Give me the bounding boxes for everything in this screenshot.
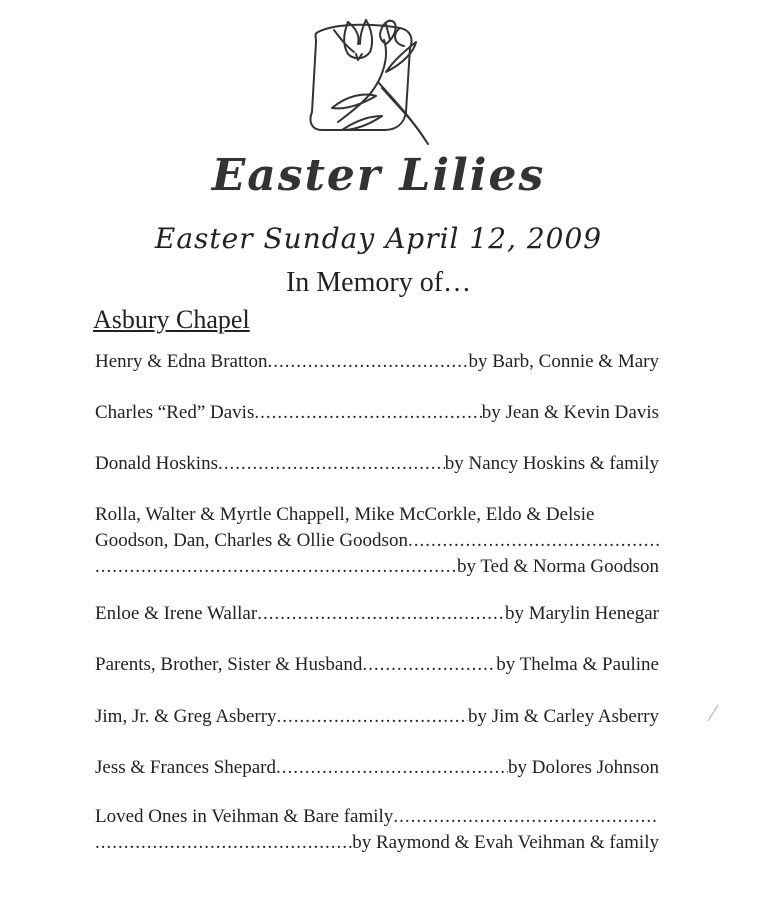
entry-donor: by Jim & Carley Asberry (467, 706, 659, 727)
entry-donor: by Nancy Hoskins & family (444, 453, 659, 474)
memorial-entry (95, 755, 659, 781)
entry-honoree: Jim, Jr. & Greg Asberry (95, 706, 277, 727)
leader-dots (408, 528, 659, 554)
memorial-entry (95, 704, 659, 730)
leader-dots (277, 704, 468, 730)
event-date: Easter Sunday April 12, 2009 (154, 222, 603, 255)
memorial-entry (95, 349, 659, 375)
leader-dots (276, 755, 508, 781)
leader-dots (95, 830, 352, 856)
entry-donor: by Jean & Kevin Davis (481, 402, 659, 423)
leader-dots (393, 804, 659, 830)
entry-honoree: Charles “Red” Davis (95, 402, 255, 423)
entry-donor: by Barb, Connie & Mary (468, 351, 659, 372)
entry-donor: by Marylin Henegar (504, 603, 659, 624)
entry-donor: by Ted & Norma Goodson (456, 556, 659, 577)
stray-mark (706, 703, 720, 723)
entry-honoree: Parents, Brother, Sister & Husband (95, 654, 363, 675)
memorial-entry (95, 601, 659, 627)
entry-honoree: Enloe & Irene Wallar (95, 603, 258, 624)
memorial-entry (95, 502, 659, 580)
in-memory-heading: In Memory of… (285, 267, 472, 298)
entry-donor: by Raymond & Evah Veihman & family (352, 832, 659, 853)
entry-donor: by Dolores Johnson (508, 757, 659, 778)
entry-honoree: Loved Ones in Veihman & Bare family (95, 806, 394, 827)
entry-honoree-line: Goodson, Dan, Charles & Ollie Goodson (95, 530, 408, 551)
entry-honoree: Donald Hoskins (95, 453, 218, 474)
entry-donor: by Thelma & Pauline (496, 654, 659, 675)
entry-honoree-line: Rolla, Walter & Myrtle Chappell, Mike McCorkle, Eldo & Delsie (95, 504, 595, 525)
leader-dots (257, 601, 505, 627)
memorial-entry (95, 400, 659, 426)
page-title: Easter Lilies (211, 150, 546, 201)
section-heading: Asbury Chapel (93, 305, 250, 334)
entry-honoree: Henry & Edna Bratton (95, 351, 268, 372)
entry-honoree: Jess & Frances Shepard (95, 757, 276, 778)
leader-dots (218, 451, 445, 477)
leader-dots (254, 400, 481, 426)
memorial-entry (95, 804, 659, 856)
memorial-entry (95, 652, 659, 678)
leader-dots (268, 349, 469, 375)
leader-dots (362, 652, 496, 678)
lily-icon (298, 12, 438, 152)
memorial-entry (95, 451, 659, 477)
leader-dots (95, 554, 457, 580)
